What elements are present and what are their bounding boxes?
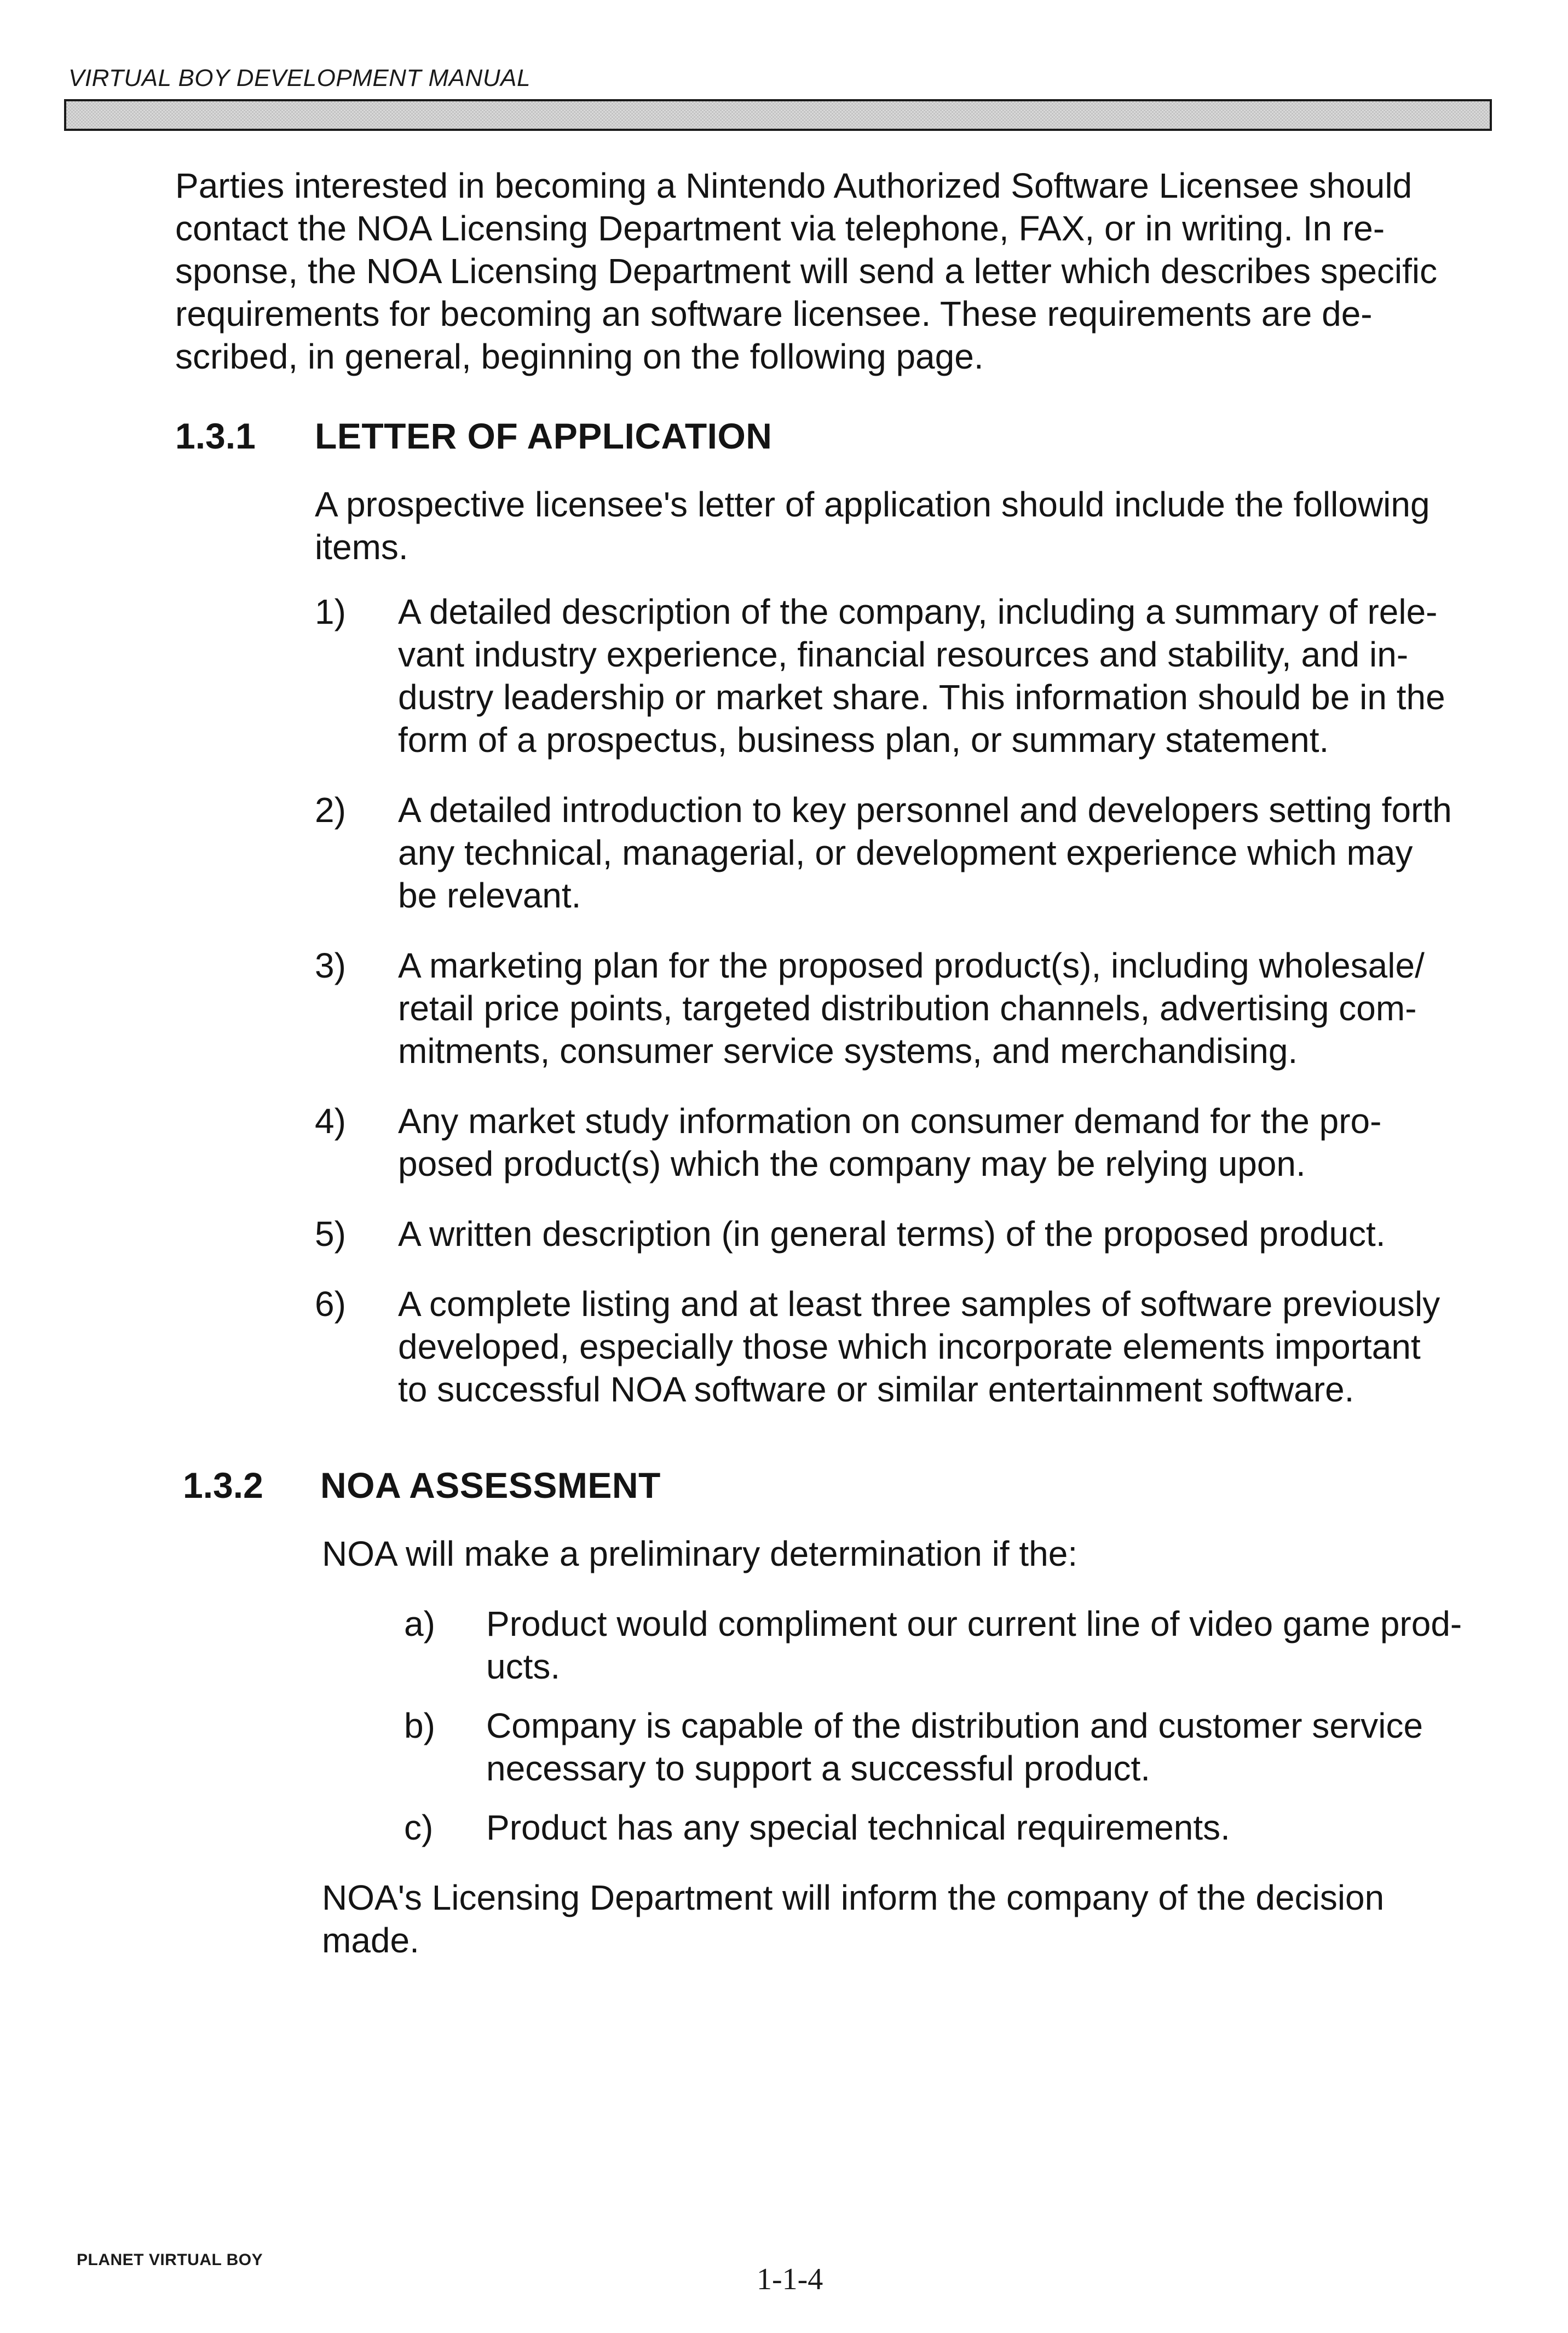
item-line: developed, especially those which incorporate elements important: [398, 1327, 1421, 1366]
item-text: [398, 789, 1517, 917]
footer-source-label: PLANET VIRTUAL BOY: [77, 2251, 263, 2269]
closing-line: made.: [322, 1921, 419, 1960]
list-item: [315, 944, 1517, 1072]
item-line: vant industry experience, financial resources and stability, and in-: [398, 635, 1409, 674]
section-title: LETTER OF APPLICATION: [315, 416, 773, 456]
section-lead: [322, 1532, 1517, 1575]
section-body: [315, 483, 1517, 1411]
item-text: [486, 1806, 1517, 1849]
intro-line: scribed, in general, beginning on the following page.: [175, 337, 984, 376]
item-line: Any market study information on consumer demand for the pro-: [398, 1101, 1382, 1141]
item-line: dustry leadership or market share. This information should be in the: [398, 677, 1445, 717]
item-line: A detailed introduction to key personnel and developers setting forth: [398, 790, 1452, 830]
assessment-criteria-list: [404, 1602, 1517, 1849]
item-line: be relevant.: [398, 876, 581, 915]
list-item: [315, 789, 1517, 917]
list-item: [315, 590, 1517, 761]
item-number: 3): [315, 946, 346, 985]
item-line: A complete listing and at least three samples of software previously: [398, 1284, 1440, 1324]
application-items-list: [315, 590, 1517, 1411]
item-text: [486, 1704, 1517, 1790]
section-heading: [175, 414, 1517, 458]
item-line: Product would compliment our current line of video game prod-: [486, 1604, 1462, 1644]
item-number: 1): [315, 592, 346, 631]
item-number: 6): [315, 1284, 346, 1324]
item-letter: c): [404, 1808, 434, 1847]
section-title: NOA ASSESSMENT: [320, 1465, 661, 1505]
intro-line: contact the NOA Licensing Department via telephone, FAX, or in writing. In re-: [175, 209, 1385, 248]
section-number: 1.3.2: [183, 1465, 263, 1505]
item-line: Product has any special technical requirements.: [486, 1808, 1230, 1847]
item-number: 5): [315, 1214, 346, 1254]
item-number: 4): [315, 1101, 346, 1141]
intro-paragraph: [175, 164, 1500, 378]
item-text: [398, 1213, 1517, 1255]
item-line: A detailed description of the company, including a summary of rele-: [398, 592, 1438, 631]
list-item: [404, 1806, 1517, 1849]
list-item: [315, 1213, 1517, 1255]
item-text: [398, 944, 1517, 1072]
lead-line: items.: [315, 527, 408, 567]
intro-line: sponse, the NOA Licensing Department will send a letter which describes specific: [175, 251, 1438, 291]
section-lead: [315, 483, 1517, 568]
item-line: necessary to support a successful product.: [486, 1749, 1151, 1788]
section-letter-of-application: [175, 414, 1517, 1411]
item-text: [486, 1602, 1517, 1688]
section-noa-assessment: [175, 1463, 1517, 1962]
item-number: 2): [315, 790, 346, 830]
item-line: Company is capable of the distribution and customer service: [486, 1706, 1423, 1745]
lead-line: A prospective licensee's letter of application should include the following: [315, 485, 1430, 524]
item-line: retail price points, targeted distribution channels, advertising com-: [398, 989, 1417, 1028]
item-text: [398, 1100, 1517, 1185]
item-letter: b): [404, 1706, 435, 1745]
item-line: A marketing plan for the proposed product(s), including wholesale/: [398, 946, 1425, 985]
item-line: any technical, managerial, or development experience which may: [398, 833, 1413, 872]
intro-line: requirements for becoming an software licensee. These requirements are de-: [175, 294, 1373, 334]
item-text: [398, 590, 1517, 761]
list-item: [315, 1283, 1517, 1411]
item-line: posed product(s) which the company may be relying upon.: [398, 1144, 1306, 1183]
lead-line: NOA will make a preliminary determination if the:: [322, 1534, 1078, 1573]
section-heading: [175, 1463, 1517, 1507]
item-line: ucts.: [486, 1647, 561, 1686]
header-rule-bar: [64, 99, 1492, 131]
item-line: form of a prospectus, business plan, or summary statement.: [398, 720, 1329, 760]
list-item: [404, 1704, 1517, 1790]
item-line: A written description (in general terms) of the proposed product.: [398, 1214, 1386, 1254]
closing-line: NOA's Licensing Department will inform the company of the decision: [322, 1878, 1385, 1917]
item-line: mitments, consumer service systems, and merchandising.: [398, 1031, 1298, 1071]
item-line: to successful NOA software or similar entertainment software.: [398, 1370, 1354, 1409]
section-body: [322, 1532, 1517, 1962]
intro-line: Parties interested in becoming a Nintendo Authorized Software Licensee should: [175, 166, 1413, 205]
section-closing: [322, 1876, 1517, 1962]
list-item: [404, 1602, 1517, 1688]
running-header: VIRTUAL BOY DEVELOPMENT MANUAL: [68, 65, 531, 91]
item-letter: a): [404, 1604, 435, 1644]
page-number: 1-1-4: [757, 2262, 823, 2296]
section-number: 1.3.1: [175, 416, 256, 456]
item-text: [398, 1283, 1517, 1411]
list-item: [315, 1100, 1517, 1185]
